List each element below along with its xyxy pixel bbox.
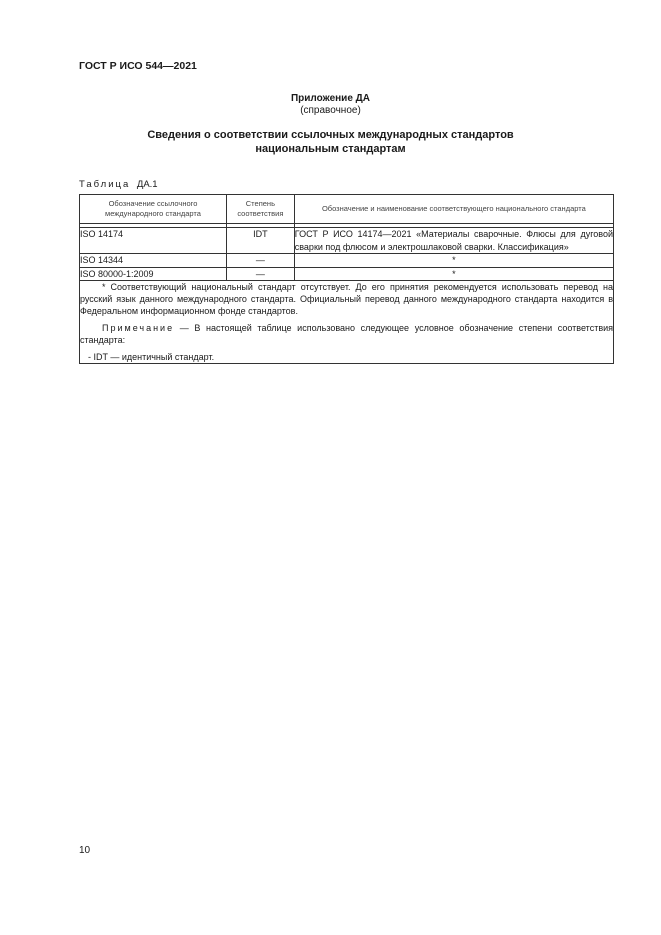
- cell-reference: ISO 14344: [80, 254, 227, 268]
- footnote-text: * Соответствующий национальный стандарт отсутствует. До его принятия рекомендуется использовать перевод на русский язык данного международного стандарта. Официальный перевод данного международного стандарта находится в Федеральном информационном фонде стандартов.: [80, 282, 613, 316]
- table-row: [80, 254, 614, 268]
- annex-heading-line1: Сведения о соответствии ссылочных международных стандартов: [147, 129, 514, 141]
- table-row: [80, 228, 614, 254]
- note-text: — В настоящей таблице использовано следующее условное обозначение степени соответствия стандарта:: [80, 323, 613, 345]
- annex-heading-line2: национальным стандартам: [255, 143, 406, 155]
- cell-degree: —: [227, 254, 295, 268]
- table-footnotes: [80, 281, 614, 364]
- table-footer-row: [80, 281, 614, 364]
- annex-title: Приложение ДА: [290, 93, 371, 104]
- header-degree: Степень соответствия: [227, 195, 295, 224]
- cell-national: *: [294, 254, 613, 268]
- table-label: [79, 179, 158, 190]
- cell-reference: ISO 14174: [80, 228, 227, 254]
- table-header-row: [80, 195, 614, 224]
- header-national-standard: Обозначение и наименование соответствующего национального стандарта: [294, 195, 613, 224]
- note-label: Примечание: [102, 323, 175, 333]
- table-row: [80, 267, 614, 281]
- document-header: ГОСТ Р ИСО 544—2021: [79, 60, 197, 72]
- annex-subtitle: (справочное): [300, 105, 361, 116]
- note-paragraph: [80, 322, 613, 346]
- cell-degree: IDT: [227, 228, 295, 254]
- correspondence-table: [79, 194, 614, 364]
- bullet-item: - IDT — идентичный стандарт.: [88, 352, 215, 362]
- table-label-word: Таблица: [79, 179, 131, 190]
- table-label-number: ДА.1: [136, 179, 158, 190]
- header-reference-standard: Обозначение ссылочного международного стандарта: [80, 195, 227, 224]
- cell-national: ГОСТ Р ИСО 14174—2021 «Материалы сварочные. Флюсы для дуговой сварки под флюсом и электрошлаковой сварки. Классификация»: [294, 229, 613, 252]
- page-number: 10: [79, 845, 91, 856]
- cell-degree: —: [227, 267, 295, 281]
- cell-national: *: [294, 267, 613, 281]
- cell-reference: ISO 80000-1:2009: [80, 267, 227, 281]
